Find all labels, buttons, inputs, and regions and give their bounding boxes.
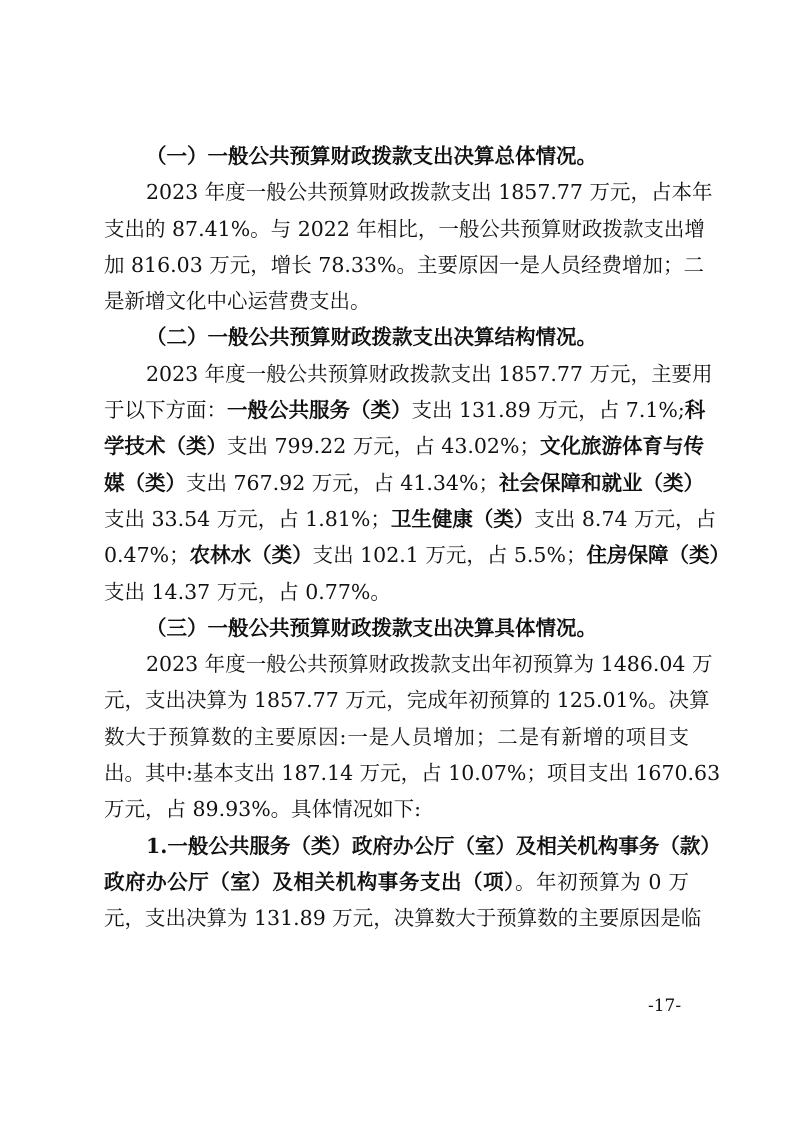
- text-run: 支出 102.1 万元，占 5.5%；: [312, 543, 587, 568]
- paragraph-line: [104, 392, 706, 428]
- section3-heading: （三）一般公共预算财政拨款支出决算具体情况。: [146, 615, 597, 640]
- paragraph-line: 万元，占 89.93%。具体情况如下:: [104, 797, 422, 822]
- document-body: [104, 138, 730, 937]
- paragraph-line: [104, 428, 704, 464]
- paragraph-line: 2023 年度一般公共预算财政拨款支出年初预算为 1486.04 万: [146, 652, 713, 677]
- item-title: 1.一般公共服务（类）政府办公厅（室）及相关机构事务（款）: [146, 833, 721, 858]
- item1-title-line: [104, 828, 721, 864]
- paragraph-line: 数大于预算数的主要原因:一是人员增加；二是有新增的项目支: [104, 724, 689, 749]
- paragraph-line: 支出的 87.41%。与 2022 年相比，一般公共预算财政拨款支出增: [104, 216, 705, 241]
- paragraph-line: 出。其中:基本支出 187.14 万元，占 10.07%；项目支出 1670.63: [104, 761, 721, 786]
- item-title: 政府办公厅（室）及相关机构事务支出（项）: [104, 869, 515, 894]
- category-label: 科: [684, 398, 706, 423]
- category-label: 卫生健康（类）: [390, 506, 535, 531]
- paragraph-line: 2023 年度一般公共预算财政拨款支出 1857.77 万元，主要用: [146, 361, 713, 386]
- category-label: 媒（类）: [104, 470, 186, 495]
- text-run: 于以下方面：: [104, 398, 227, 423]
- section1-heading: （一）一般公共预算财政拨款支出决算总体情况。: [146, 144, 597, 168]
- text-run: 0.47%；: [104, 543, 190, 568]
- text-run: 支出 767.92 万元，占 41.34%；: [186, 470, 499, 495]
- text-run: 支出 33.54 万元，占 1.81%；: [104, 506, 391, 531]
- text-run: 。年初预算为 0 万: [514, 869, 690, 894]
- category-label: 一般公共服务（类）: [227, 398, 412, 423]
- paragraph-line: [104, 537, 730, 573]
- page-number: -17-: [648, 996, 682, 1016]
- paragraph-line: 元，支出决算为 131.89 万元，决算数大于预算数的主要原因是临: [104, 906, 702, 931]
- text-run: 支出 8.74 万元，占: [534, 506, 717, 531]
- paragraph-line: [104, 501, 717, 537]
- section2-heading: （二）一般公共预算财政拨款支出决算结构情况。: [146, 325, 597, 350]
- paragraph-line: 是新增文化中心运营费支出。: [104, 289, 371, 314]
- text-run: 支出 799.22 万元，占 43.02%；: [227, 434, 540, 459]
- category-label: 社会保障和就业（类）: [498, 470, 704, 495]
- category-label: 农林水（类）: [189, 543, 313, 568]
- category-label: 学技术（类）: [104, 434, 227, 459]
- text-run: 支出 131.89 万元，占 7.1%;: [411, 398, 685, 423]
- paragraph-line: 2023 年度一般公共预算财政拨款支出 1857.77 万元，占本年: [146, 180, 713, 205]
- paragraph-line: 加 816.03 万元，增长 78.33%。主要原因一是人员经费增加；二: [104, 252, 704, 277]
- category-label: 文化旅游体育与传: [539, 434, 704, 459]
- paragraph-line: [104, 465, 704, 501]
- paragraph-line: [104, 864, 689, 900]
- paragraph-line: 元，支出决算为 1857.77 万元，完成年初预算的 125.01%。决算: [104, 688, 710, 713]
- category-label: 住房保障（类）: [586, 543, 730, 568]
- paragraph-line: 支出 14.37 万元，占 0.77%。: [104, 579, 391, 604]
